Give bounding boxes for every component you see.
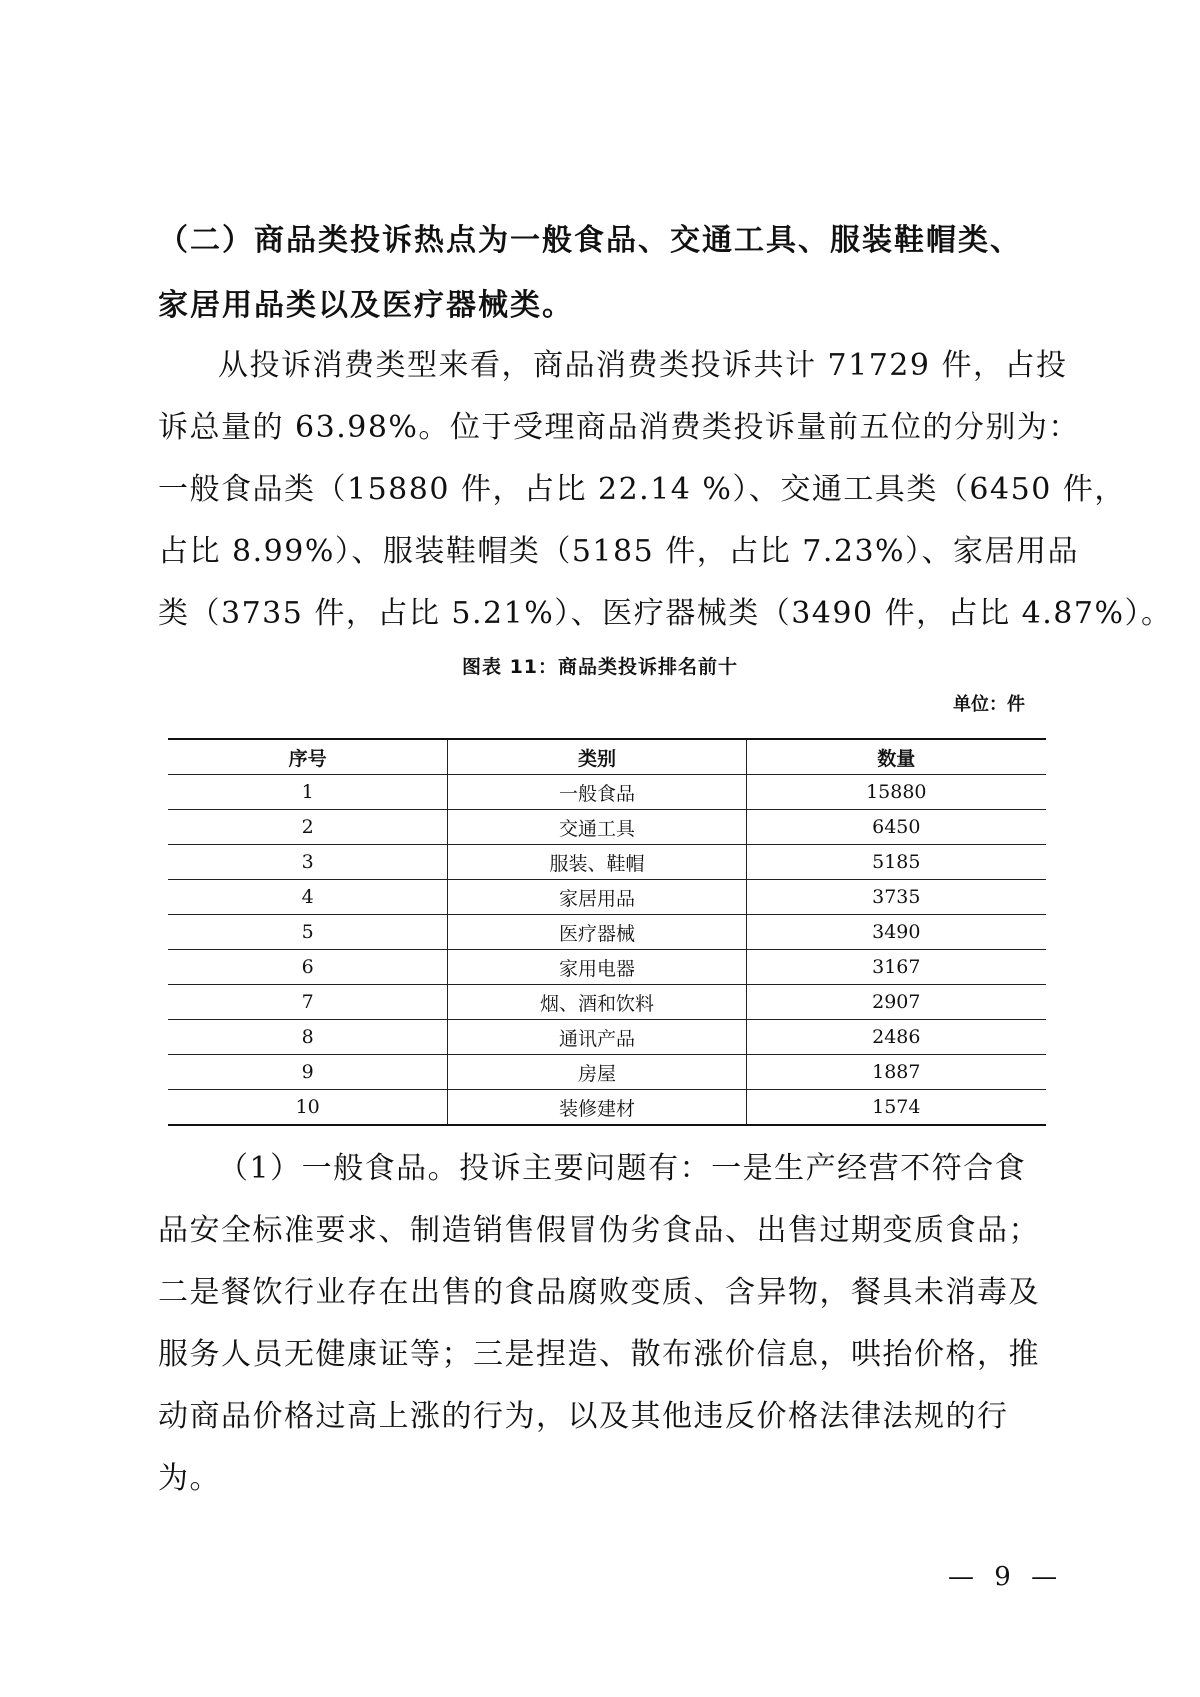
paragraph-line: （1）一般食品。投诉主要问题有：一是生产经营不符合食: [218, 1151, 1027, 1186]
cell-category: 家居用品: [448, 880, 746, 915]
paragraph-line: 品安全标准要求、制造销售假冒伪劣食品、出售过期变质食品；: [158, 1213, 1040, 1248]
table-row: [168, 1020, 1046, 1055]
paragraph-line: 一般食品类（15880 件，占比 22.14 %）、交通工具类（6450 件，: [158, 472, 1126, 507]
table-row: [168, 810, 1046, 845]
paragraph-general-food: [158, 1138, 1048, 1510]
cell-count: 2486: [746, 1020, 1046, 1055]
cell-category: 医疗器械: [448, 915, 746, 950]
cell-count: 1887: [746, 1055, 1046, 1090]
cell-count: 5185: [746, 845, 1046, 880]
cell-category: 交通工具: [448, 810, 746, 845]
paragraph-line: 动商品价格过高上涨的行为，以及其他违反价格法律法规的行: [158, 1399, 1009, 1434]
table-row: [168, 1055, 1046, 1090]
ranking-table: [168, 738, 1046, 1126]
cell-category: 服装、鞋帽: [448, 845, 746, 880]
header-index: 序号: [168, 739, 448, 775]
cell-index: 2: [168, 810, 448, 845]
cell-category: 通讯产品: [448, 1020, 746, 1055]
paragraph-summary: [158, 335, 1173, 645]
cell-index: 1: [168, 775, 448, 810]
cell-index: 8: [168, 1020, 448, 1055]
table-row: [168, 775, 1046, 810]
paragraph-line: 诉总量的 63.98%。位于受理商品消费类投诉量前五位的分别为：: [158, 410, 1080, 445]
paragraph-line: 从投诉消费类型来看，商品消费类投诉共计 71729 件，占投: [218, 348, 1068, 383]
cell-category: 装修建材: [448, 1090, 746, 1126]
table-row: [168, 880, 1046, 915]
cell-index: 9: [168, 1055, 448, 1090]
table-row: [168, 950, 1046, 985]
cell-index: 4: [168, 880, 448, 915]
paragraph-line: 为。: [158, 1461, 221, 1496]
cell-index: 3: [168, 845, 448, 880]
cell-index: 6: [168, 950, 448, 985]
cell-count: 6450: [746, 810, 1046, 845]
figure-caption: 图表 11：商品类投诉排名前十: [461, 656, 739, 678]
unit-label: 单位：件: [953, 694, 1025, 715]
cell-count: 2907: [746, 985, 1046, 1020]
cell-count: 15880: [746, 775, 1046, 810]
cell-index: 5: [168, 915, 448, 950]
paragraph-line: 占比 8.99%）、服装鞋帽类（5185 件，占比 7.23%）、家居用品: [158, 534, 1080, 569]
paragraph-line: 二是餐饮行业存在出售的食品腐败变质、含异物，餐具未消毒及: [158, 1275, 1040, 1310]
table-header-row: [168, 739, 1046, 775]
paragraph-line: 类（3735 件，占比 5.21%）、医疗器械类（3490 件，占比 4.87%）。: [158, 596, 1173, 631]
header-count: 数量: [746, 739, 1046, 775]
cell-category: 房屋: [448, 1055, 746, 1090]
cell-category: 家用电器: [448, 950, 746, 985]
section-heading: [158, 208, 1048, 338]
cell-count: 3490: [746, 915, 1046, 950]
page-number: — 9 —: [948, 1562, 1064, 1592]
heading-line-1: （二）商品类投诉热点为一般食品、交通工具、服装鞋帽类、: [158, 223, 1022, 258]
heading-line-2: 家居用品类以及医疗器械类。: [158, 288, 574, 323]
cell-index: 10: [168, 1090, 448, 1126]
table-row: [168, 845, 1046, 880]
cell-category: 烟、酒和饮料: [448, 985, 746, 1020]
table-row: [168, 1090, 1046, 1126]
cell-count: 3735: [746, 880, 1046, 915]
table-row: [168, 915, 1046, 950]
cell-count: 1574: [746, 1090, 1046, 1126]
cell-category: 一般食品: [448, 775, 746, 810]
header-category: 类别: [448, 739, 746, 775]
cell-count: 3167: [746, 950, 1046, 985]
cell-index: 7: [168, 985, 448, 1020]
paragraph-line: 服务人员无健康证等；三是捏造、散布涨价信息，哄抬价格，推: [158, 1337, 1040, 1372]
table-row: [168, 985, 1046, 1020]
